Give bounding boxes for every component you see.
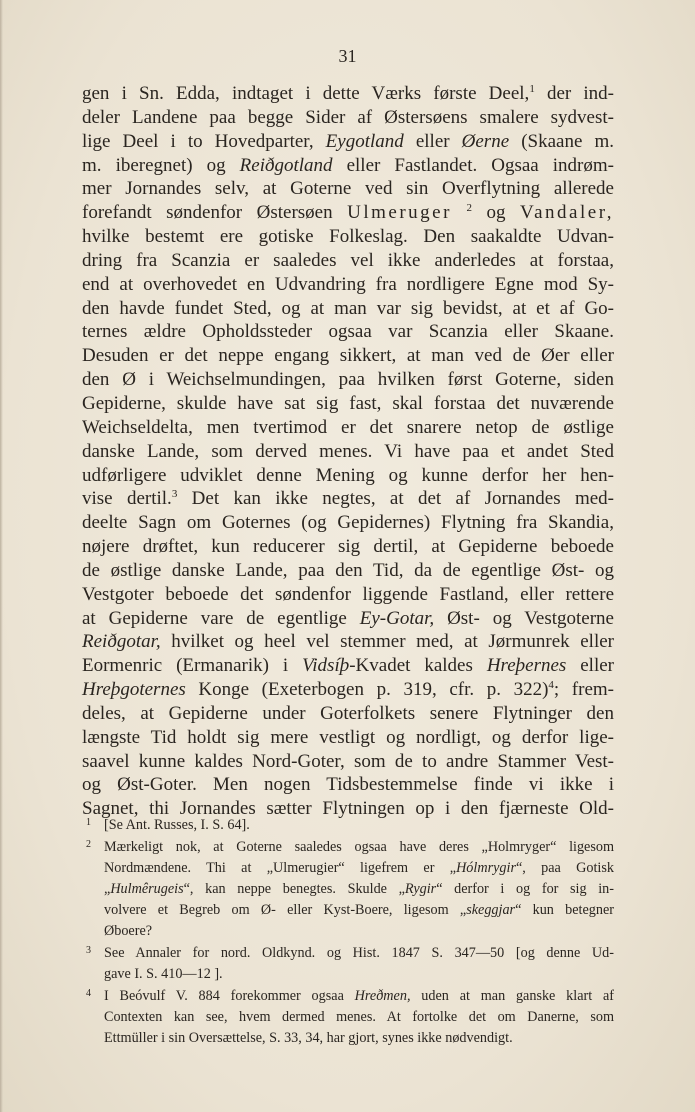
text-segment: -Kvadet kaldes xyxy=(349,655,487,677)
text-segment: “ kun betegner xyxy=(515,902,614,918)
text-segment: Desuden er det neppe engang sikkert, at man ved de Øer eller xyxy=(82,345,614,367)
footnote xyxy=(82,815,614,836)
text-segment: de østlige danske Lande, paa den Tid, da de egentlige Øst- og xyxy=(82,559,614,581)
text-line xyxy=(82,320,614,344)
text-segment: Mærkeligt nok, at Goterne saaledes ogsaa have deres „Holmryger“ ligesom xyxy=(104,839,614,855)
text-segment: ternes ældre Opholdssteder ogsaa var Scanzia eller Skaane. xyxy=(82,321,614,343)
text-segment: Reiðgotar, xyxy=(82,631,161,653)
text-segment: Ettmüller i sin Oversættelse, S. 33, 34, har gjort, synes ikke nødvendigt. xyxy=(104,1030,513,1046)
text-line xyxy=(82,392,614,416)
text-line xyxy=(82,750,614,774)
footnote-line xyxy=(104,837,614,858)
text-segment: Konge (Exeterbogen p. 319, cfr. p. 322) xyxy=(185,679,549,701)
text-line xyxy=(82,201,614,225)
text-segment: „ xyxy=(104,881,111,897)
text-line xyxy=(82,82,614,106)
text-segment: uden at man ganske klart af xyxy=(410,988,614,1004)
text-segment: Hreþgoternes xyxy=(82,679,186,701)
text-line xyxy=(82,344,614,368)
text-segment: (Skaane m. xyxy=(509,130,614,152)
footnote xyxy=(82,943,614,985)
footnote-line xyxy=(104,986,614,1007)
text-segment: gen i Sn. Edda, indtaget i dette Værks første Deel, xyxy=(82,83,530,104)
text-segment: Det kan ikke negtes, at det af Jornandes med- xyxy=(177,488,615,510)
footnote xyxy=(82,837,614,942)
text-segment: Ulmeruger xyxy=(347,202,452,224)
text-segment xyxy=(452,202,467,223)
text-line xyxy=(82,154,614,178)
text-line xyxy=(82,368,614,392)
text-segment: Vandaler, xyxy=(520,202,615,224)
text-segment: vise dertil. xyxy=(82,488,172,510)
footnote-line xyxy=(104,921,614,942)
text-segment: dring fra Scanzia er saaledes vel ikke anderledes at forstaa, xyxy=(82,249,614,271)
text-line xyxy=(82,130,614,154)
text-segment: Rygir xyxy=(404,881,437,897)
text-segment: at Gepiderne vare de egentlige xyxy=(82,607,360,629)
footnote-ref: 3 xyxy=(171,488,178,501)
footnote-ref: 1 xyxy=(529,83,535,95)
footnote-line xyxy=(104,1007,614,1028)
body-text xyxy=(82,82,614,821)
text-segment: danske Lande, som derved menes. Vi have paa et andet Sted xyxy=(82,440,614,462)
text-line xyxy=(82,559,614,583)
text-segment: eller xyxy=(566,655,614,677)
footnote-text xyxy=(104,815,614,836)
footnote-mark: 4 xyxy=(86,988,91,999)
text-segment: Reiðgotland xyxy=(239,154,333,176)
text-segment: Hreðmen, xyxy=(354,988,411,1004)
text-line xyxy=(82,464,614,488)
text-line xyxy=(82,225,614,249)
footnote-text xyxy=(104,943,614,985)
text-segment: skeggjar xyxy=(466,902,516,918)
text-line xyxy=(82,583,614,607)
text-segment: Vestgoter beboede det søndenfor liggende Fastland, eller rettere xyxy=(82,583,614,605)
text-segment: Weichseldelta, men tvertimod er det snarere netop de østlige xyxy=(82,416,614,438)
text-segment: hvilket og heel vel stemmer med, at Jørmunrek eller xyxy=(160,631,614,653)
text-segment: gave I. S. 410—12 ]. xyxy=(104,966,223,982)
text-segment: deles, at Gepiderne under Goterfolkets senere Flytninger den xyxy=(82,702,614,724)
text-line xyxy=(82,678,614,702)
text-segment: forefandt søndenfor Østersøen xyxy=(82,202,348,224)
text-line xyxy=(82,297,614,321)
text-segment: end at overhovedet en Udvandring fra nordligere Egne mod Sy- xyxy=(82,273,614,295)
footnote-line xyxy=(104,900,614,921)
footnote-line xyxy=(104,964,614,985)
text-line xyxy=(82,726,614,750)
text-line xyxy=(82,440,614,464)
text-segment: Hreþernes xyxy=(486,655,567,677)
text-segment: Øboere? xyxy=(104,923,153,939)
text-segment: og Øst-Goter. Men nogen Tidsbestemmelse finde vi ikke i xyxy=(82,774,614,796)
text-segment: Gepiderne, skulde have sat sig fast, skal forstaa det nuværende xyxy=(82,392,614,414)
text-segment: Hulmêrugeis xyxy=(110,881,184,897)
text-segment: “, paa Gotisk xyxy=(515,860,614,876)
text-segment: og xyxy=(471,202,520,224)
text-line xyxy=(82,511,614,535)
text-segment: nøjere drøftet, kun reducerer sig dertil, at Gepiderne beboede xyxy=(82,536,614,558)
text-segment: “ derfor i og for sig in- xyxy=(436,881,614,897)
text-segment: Eygotland xyxy=(325,130,404,152)
text-segment: eller xyxy=(403,130,462,152)
text-segment: Hólmrygir xyxy=(456,860,516,876)
footnotes xyxy=(82,815,614,1050)
text-segment: den Ø i Weichselmundingen, paa hvilken først Goterne, siden xyxy=(82,369,614,391)
page-number: 31 xyxy=(338,46,357,66)
text-segment: Nordmændene. Thi at „Ulmerugier“ ligefrem er „ xyxy=(104,860,457,876)
footnote-ref: 2 xyxy=(466,202,472,215)
text-segment: Sagnet, thi Jornandes sætter Flytningen op i den fjærneste Old- xyxy=(82,798,614,820)
text-segment: saavel kunne kaldes Nord-Goter, som de to andre Stammer Vest- xyxy=(82,750,614,772)
text-segment: Øerne xyxy=(461,130,510,152)
text-line xyxy=(82,654,614,678)
text-segment: deler Landene paa begge Sider af Østersøens smalere sydvest- xyxy=(82,106,614,128)
text-line xyxy=(82,607,614,631)
footnote-line xyxy=(104,943,614,964)
footnote-ref: 4 xyxy=(548,679,554,692)
footnote-line xyxy=(104,1028,614,1049)
text-line xyxy=(82,416,614,440)
text-line xyxy=(82,249,614,273)
text-segment: lige Deel i to Hovedparter, xyxy=(82,130,326,152)
text-segment: eller Fastlandet. Ogsaa indrøm- xyxy=(332,154,614,176)
text-segment: mer Jornandes selv, at Goterne ved sin Overflytning allerede xyxy=(82,178,614,200)
text-line xyxy=(82,106,614,130)
text-segment: m. iberegnet) og xyxy=(82,154,240,176)
text-segment: hvilke bestemt ere gotiske Folkeslag. Den saakaldte Udvan- xyxy=(82,226,614,248)
footnote-line xyxy=(104,879,614,900)
text-segment: Vidsíþ xyxy=(302,655,350,677)
text-segment: den havde fundet Sted, og at man var sig bevidst, at et af Go- xyxy=(82,297,614,319)
text-segment: ; frem- xyxy=(553,679,614,701)
footnote-mark: 3 xyxy=(86,945,91,956)
footnote-mark: 1 xyxy=(86,817,91,828)
text-segment: der ind- xyxy=(534,83,614,104)
text-segment: deelte Sagn om Goternes (og Gepidernes) Flytning fra Skandia, xyxy=(82,512,614,534)
footnote-text xyxy=(104,837,614,942)
footnote-text xyxy=(104,986,614,1049)
text-line xyxy=(82,177,614,201)
footnote xyxy=(82,986,614,1049)
text-line xyxy=(82,630,614,654)
text-segment: længste Tid holdt sig mere vestligt og nordligt, og derfor lige- xyxy=(82,726,614,748)
footnote-line xyxy=(104,858,614,879)
text-segment: volvere et Begreb om Ø- eller Kyst-Boere, ligesom „ xyxy=(104,902,467,918)
text-segment: Contexten kan see, hvem dermed menes. At fortolke det om Danerne, som xyxy=(104,1009,614,1025)
text-line xyxy=(82,535,614,559)
text-segment: [Se Ant. Russes, I. S. 64]. xyxy=(104,817,250,833)
text-line xyxy=(82,487,614,511)
text-segment: Eormenric (Ermanarik) i xyxy=(82,655,303,677)
text-segment: See Annaler for nord. Oldkynd. og Hist. 1847 S. 347—50 [og denne Ud- xyxy=(104,945,614,961)
text-segment: I Beóvulf V. 884 forekommer ogsaa xyxy=(104,988,355,1004)
footnote-mark: 2 xyxy=(86,839,91,850)
text-segment: udførligere udviklet denne Mening og kunne derfor her hen- xyxy=(82,464,614,486)
text-segment: Ey-Gotar, xyxy=(359,607,435,629)
footnote-line xyxy=(104,815,614,836)
text-line xyxy=(82,702,614,726)
text-segment: Øst- og Vestgoterne xyxy=(434,607,614,629)
text-segment: “, kan neppe benegtes. Skulde „ xyxy=(183,881,405,897)
text-line xyxy=(82,273,614,297)
page-edge-shadow xyxy=(0,0,3,1112)
text-line xyxy=(82,773,614,797)
